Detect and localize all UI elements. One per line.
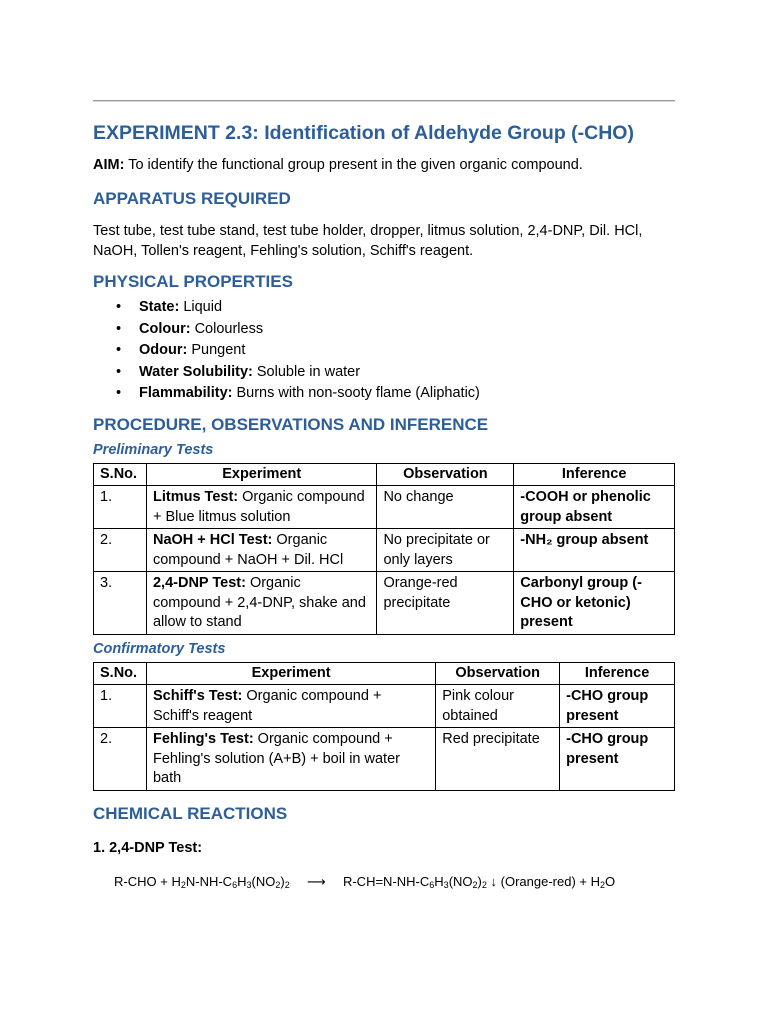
cell-inference: -CHO group present <box>560 728 675 791</box>
column-header: Observation <box>377 463 514 486</box>
eq-reactant: (NO <box>251 873 276 889</box>
table-header-row <box>94 662 675 685</box>
eq-reactant: H <box>171 873 181 889</box>
eq-subscript: 2 <box>275 879 281 890</box>
table-row <box>94 728 675 791</box>
test-name: Litmus Test: <box>152 489 239 505</box>
property-value: Burns with non-sooty flame (Aliphatic) <box>232 385 480 401</box>
property-item-solubility <box>93 362 675 384</box>
aim-line <box>93 155 675 175</box>
property-label: Flammability: <box>139 385 233 401</box>
test-name: Schiff's Test: <box>152 688 243 704</box>
column-header: Inference <box>560 662 675 685</box>
property-item-odour <box>93 340 675 362</box>
cell-experiment <box>146 572 376 635</box>
physical-properties-heading: PHYSICAL PROPERTIES <box>93 272 293 291</box>
test-name: 2,4-DNP Test: <box>152 575 246 591</box>
eq-plus: + <box>579 873 588 889</box>
preliminary-tests-heading: Preliminary Tests <box>93 441 214 458</box>
apparatus-text: Test tube, test tube stand, test tube holder, dropper, litmus solution, 2,4-DNP, Dil. HCl, NaOH, Tollen's reagent, Fehling's solution, Schiff's reagent. <box>93 223 643 259</box>
cell-inference: -COOH or phenolic group absent <box>514 486 675 529</box>
property-item-colour <box>93 319 675 341</box>
test-description: Organic compound + Fehling's solution (A+B) + boil in water bath <box>152 731 400 786</box>
cell-experiment <box>146 685 435 728</box>
chemical-reactions-heading: CHEMICAL REACTIONS <box>93 803 288 823</box>
eq-subscript: 6 <box>429 879 435 890</box>
property-value: Pungent <box>187 342 246 358</box>
test-name: Fehling's Test: <box>152 731 254 747</box>
column-header: Experiment <box>146 662 435 685</box>
column-header: S.No. <box>94 463 147 486</box>
eq-subscript: 2 <box>600 879 606 890</box>
cell-observation: No change <box>377 486 514 529</box>
cell-inference: Carbonyl group (-CHO or ketonic) present <box>514 572 675 635</box>
property-value: Colourless <box>190 320 264 337</box>
table-row <box>94 685 675 728</box>
test-description: Organic compound + 2,4-DNP, shake and allow to stand <box>152 575 366 630</box>
property-item-flammability <box>93 383 675 405</box>
aim-text: To identify the functional group present in the given organic compound. <box>124 157 583 173</box>
column-header: Experiment <box>146 463 376 486</box>
precipitate-arrow-icon: ↓ <box>490 873 498 889</box>
column-header: S.No. <box>94 662 147 685</box>
cell-experiment <box>146 486 376 529</box>
eq-reactant: N-NH-C <box>185 873 233 889</box>
column-header: Inference <box>514 463 675 486</box>
eq-subscript: 2 <box>180 879 186 890</box>
test-description: Organic compound + NaOH + Dil. HCl <box>152 532 344 568</box>
eq-reactant: H <box>237 873 247 889</box>
table-row <box>94 486 675 529</box>
eq-subscript: 2 <box>284 879 290 890</box>
cell-sno: 1. <box>94 486 147 529</box>
cell-sno: 2. <box>94 728 147 791</box>
preliminary-tests-table <box>93 463 675 635</box>
property-label: Colour: <box>139 320 191 337</box>
cell-sno: 3. <box>94 572 147 635</box>
eq-subscript: 3 <box>246 879 252 890</box>
cell-experiment <box>146 529 376 572</box>
column-header: Observation <box>436 662 560 685</box>
property-value: Liquid <box>179 299 223 315</box>
eq-reactant: R-CHO <box>114 873 157 889</box>
eq-product: (NO <box>448 873 473 889</box>
eq-product: H <box>590 873 601 889</box>
cell-inference: -NH₂ group absent <box>514 529 675 572</box>
eq-subscript: 6 <box>232 879 238 890</box>
property-label: State: <box>139 299 180 315</box>
cell-observation: Pink colour obtained <box>436 685 560 728</box>
bullet-icon: • <box>116 342 122 358</box>
physical-properties-list <box>93 297 675 405</box>
cell-observation: No precipitate or only layers <box>377 529 514 572</box>
reaction-arrow-icon: ⟶ <box>307 873 326 889</box>
property-item-state <box>93 297 675 319</box>
dnp-reaction-equation <box>114 873 675 891</box>
eq-product: ) <box>477 873 482 889</box>
eq-plus: + <box>160 873 168 889</box>
cell-experiment <box>146 728 435 791</box>
dnp-test-subheading: 1. 2,4-DNP Test: <box>93 839 203 856</box>
test-description: Organic compound + Blue litmus solution <box>152 489 365 525</box>
eq-subscript: 2 <box>481 879 487 890</box>
procedure-heading: PROCEDURE, OBSERVATIONS AND INFERENCE <box>93 414 489 434</box>
cell-sno: 1. <box>94 685 147 728</box>
eq-product: H <box>434 873 444 889</box>
eq-product: R-CH=N-NH-C <box>342 873 430 889</box>
eq-subscript: 3 <box>443 879 449 890</box>
eq-note: (Orange-red) <box>500 873 576 889</box>
cell-observation: Orange-red precipitate <box>377 572 514 635</box>
bullet-icon: • <box>116 363 122 380</box>
bullet-icon: • <box>116 299 122 315</box>
bullet-icon: • <box>116 385 122 401</box>
test-name: NaOH + HCl Test: <box>152 532 273 548</box>
property-label: Water Solubility: <box>139 363 253 380</box>
confirmatory-tests-heading: Confirmatory Tests <box>93 640 226 657</box>
table-row <box>94 572 675 635</box>
eq-subscript: 2 <box>472 879 478 890</box>
property-label: Odour: <box>139 342 188 358</box>
experiment-title: EXPERIMENT 2.3: Identification of Aldehyde Group (-CHO) <box>93 122 634 144</box>
cell-observation: Red precipitate <box>436 728 560 791</box>
top-rule <box>93 100 675 101</box>
cell-sno: 2. <box>94 529 147 572</box>
eq-reactant: ) <box>280 873 285 889</box>
eq-product: O <box>605 873 616 889</box>
bullet-icon: • <box>116 320 122 337</box>
document-page <box>93 100 675 891</box>
table-header-row <box>94 463 675 486</box>
table-row <box>94 529 675 572</box>
confirmatory-tests-table <box>93 662 675 791</box>
aim-label: AIM: <box>93 157 125 173</box>
apparatus-heading: APPARATUS REQUIRED <box>93 189 291 208</box>
cell-inference: -CHO group present <box>560 685 675 728</box>
test-description: Organic compound + Schiff's reagent <box>152 688 382 724</box>
property-value: Soluble in water <box>252 363 361 380</box>
